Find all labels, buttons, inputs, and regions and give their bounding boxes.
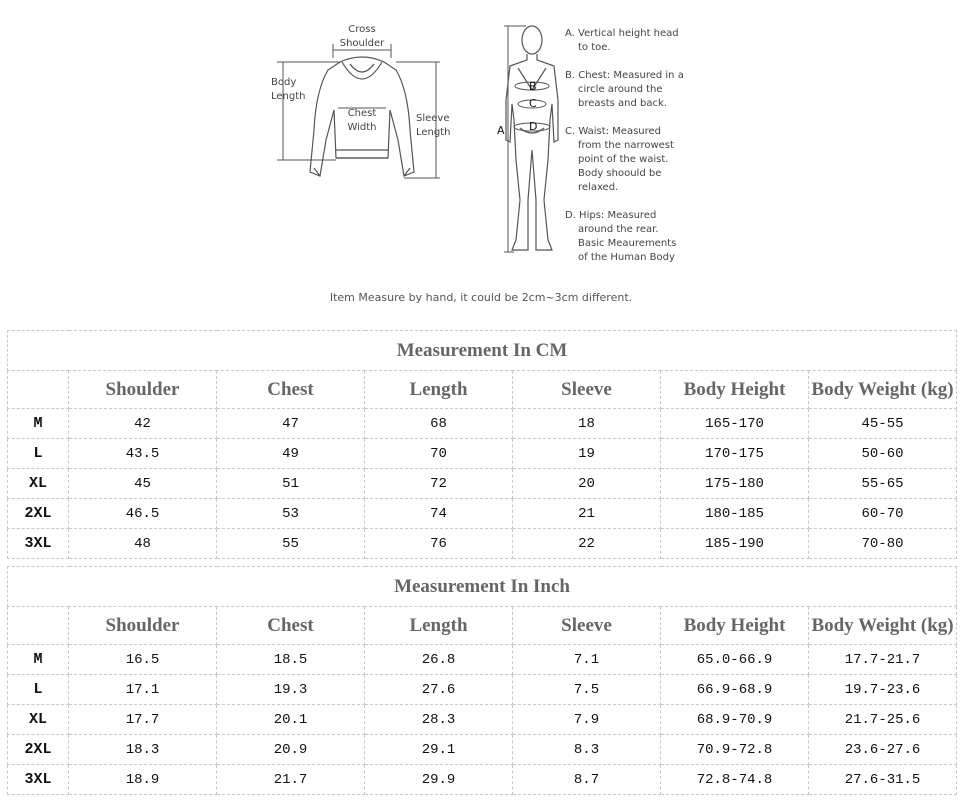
column-header: Length: [365, 607, 513, 645]
legend-line: of the Human Body: [578, 252, 675, 263]
table-cell: 19.3: [217, 675, 365, 705]
size-table-inch: [7, 566, 957, 795]
size-label: M: [8, 645, 69, 675]
table-cell: 21: [513, 499, 661, 529]
table-cell: 55-65: [809, 469, 957, 499]
table-row: [8, 469, 957, 499]
marker-b: B: [529, 80, 537, 93]
table-cell: 45: [69, 469, 217, 499]
size-label: L: [8, 439, 69, 469]
table-header-row: [8, 607, 957, 645]
column-header: Body Height: [661, 607, 809, 645]
table-cell: 20.1: [217, 705, 365, 735]
size-label: L: [8, 675, 69, 705]
body-figure-illustration: [506, 26, 558, 250]
diagram-illustration: [0, 0, 962, 318]
table-cell: 43.5: [69, 439, 217, 469]
table-cell: 28.3: [365, 705, 513, 735]
table-row: [8, 529, 957, 559]
table-row: [8, 765, 957, 795]
column-header: Sleeve: [513, 607, 661, 645]
legend-line: circle around the: [578, 84, 663, 95]
table-cell: 18.3: [69, 735, 217, 765]
table-cell: 49: [217, 439, 365, 469]
table-cell: 51: [217, 469, 365, 499]
size-label: 3XL: [8, 765, 69, 795]
table-cell: 18.5: [217, 645, 365, 675]
table-cell: 170-175: [661, 439, 809, 469]
table-cell: 20.9: [217, 735, 365, 765]
sleeve-length-label: Sleeve Length: [416, 113, 451, 138]
table-cell: 53: [217, 499, 365, 529]
table-cell: 60-70: [809, 499, 957, 529]
table-cell: 8.3: [513, 735, 661, 765]
table-cell: 175-180: [661, 469, 809, 499]
body-length-label: Body Length: [271, 77, 306, 102]
size-label: XL: [8, 705, 69, 735]
table-row: [8, 409, 957, 439]
table-cell: 72.8-74.8: [661, 765, 809, 795]
table-row: [8, 675, 957, 705]
table-cell: 29.1: [365, 735, 513, 765]
table-cell: 70.9-72.8: [661, 735, 809, 765]
table-row: [8, 735, 957, 765]
column-header: Sleeve: [513, 371, 661, 409]
measure-note: Item Measure by hand, it could be 2cm~3cm different.: [329, 291, 633, 304]
size-label: 3XL: [8, 529, 69, 559]
table-cell: 18.9: [69, 765, 217, 795]
table-cell: 42: [69, 409, 217, 439]
column-header: [8, 607, 69, 645]
table-cell: 185-190: [661, 529, 809, 559]
table-cell: 50-60: [809, 439, 957, 469]
legend-line: point of the waist.: [578, 154, 669, 165]
table-cell: 65.0-66.9: [661, 645, 809, 675]
legend-line: A. Vertical height head: [565, 28, 679, 39]
legend-line: breasts and back.: [578, 98, 667, 109]
size-label: 2XL: [8, 499, 69, 529]
table-cell: 76: [365, 529, 513, 559]
legend-line: from the narrowest: [578, 140, 674, 151]
table-row: [8, 439, 957, 469]
table-cell: 45-55: [809, 409, 957, 439]
table-cell: 17.1: [69, 675, 217, 705]
table-cell: 55: [217, 529, 365, 559]
chest-width-label: Chest Width: [347, 108, 377, 133]
table-cell: 66.9-68.9: [661, 675, 809, 705]
table-cell: 17.7-21.7: [809, 645, 957, 675]
legend-line: Body shoould be: [578, 168, 662, 179]
column-header: [8, 371, 69, 409]
size-table-cm: [7, 330, 957, 559]
legend-line: C. Waist: Measured: [565, 126, 662, 137]
legend-item-c: [565, 125, 715, 195]
table-cell: 17.7: [69, 705, 217, 735]
table-cell: 7.5: [513, 675, 661, 705]
table-cell: 22: [513, 529, 661, 559]
table-cell: 27.6: [365, 675, 513, 705]
column-header: Body Weight (kg): [809, 371, 957, 409]
table-row: [8, 645, 957, 675]
table-cell: 8.7: [513, 765, 661, 795]
table-cell: 19.7-23.6: [809, 675, 957, 705]
table-cell: 29.9: [365, 765, 513, 795]
marker-a: A: [497, 124, 505, 137]
table-cell: 72: [365, 469, 513, 499]
table-cell: 19: [513, 439, 661, 469]
column-header: Body Height: [661, 371, 809, 409]
marker-d: D: [529, 120, 538, 133]
table-cell: 48: [69, 529, 217, 559]
legend-line: Basic Meaurements: [578, 238, 677, 249]
marker-c: C: [529, 97, 537, 110]
legend-line: D. Hips: Measured: [565, 210, 657, 221]
column-header: Shoulder: [69, 607, 217, 645]
table-cell: 68.9-70.9: [661, 705, 809, 735]
size-label: XL: [8, 469, 69, 499]
table-cell: 23.6-27.6: [809, 735, 957, 765]
table-title: Measurement In Inch: [8, 567, 957, 607]
table-cell: 26.8: [365, 645, 513, 675]
table-title: Measurement In CM: [8, 331, 957, 371]
table-cell: 18: [513, 409, 661, 439]
legend-line: around the rear.: [578, 224, 659, 235]
table-cell: 7.1: [513, 645, 661, 675]
table-cell: 70: [365, 439, 513, 469]
column-header: Chest: [217, 607, 365, 645]
table-row: [8, 705, 957, 735]
table-header-row: [8, 371, 957, 409]
table-cell: 46.5: [69, 499, 217, 529]
table-cell: 68: [365, 409, 513, 439]
table-cell: 47: [217, 409, 365, 439]
column-header: Chest: [217, 371, 365, 409]
size-label: 2XL: [8, 735, 69, 765]
table-cell: 165-170: [661, 409, 809, 439]
size-label: M: [8, 409, 69, 439]
table-cell: 21.7: [217, 765, 365, 795]
table-cell: 20: [513, 469, 661, 499]
table-cell: 27.6-31.5: [809, 765, 957, 795]
table-cell: 7.9: [513, 705, 661, 735]
table-cell: 21.7-25.6: [809, 705, 957, 735]
legend-line: B. Chest: Measured in a: [565, 70, 684, 81]
table-cell: 74: [365, 499, 513, 529]
table-row: [8, 499, 957, 529]
table-cell: 70-80: [809, 529, 957, 559]
legend-item-a: [565, 27, 715, 55]
table-cell: 16.5: [69, 645, 217, 675]
measurement-diagram: [0, 0, 962, 318]
table-cell: 180-185: [661, 499, 809, 529]
column-header: Body Weight (kg): [809, 607, 957, 645]
legend-item-b: [565, 69, 715, 111]
legend-item-d: [565, 209, 715, 265]
column-header: Shoulder: [69, 371, 217, 409]
legend-line: relaxed.: [578, 182, 619, 193]
column-header: Length: [365, 371, 513, 409]
legend-line: to toe.: [578, 42, 611, 53]
cross-shoulder-label: Cross Shoulder: [339, 24, 385, 49]
